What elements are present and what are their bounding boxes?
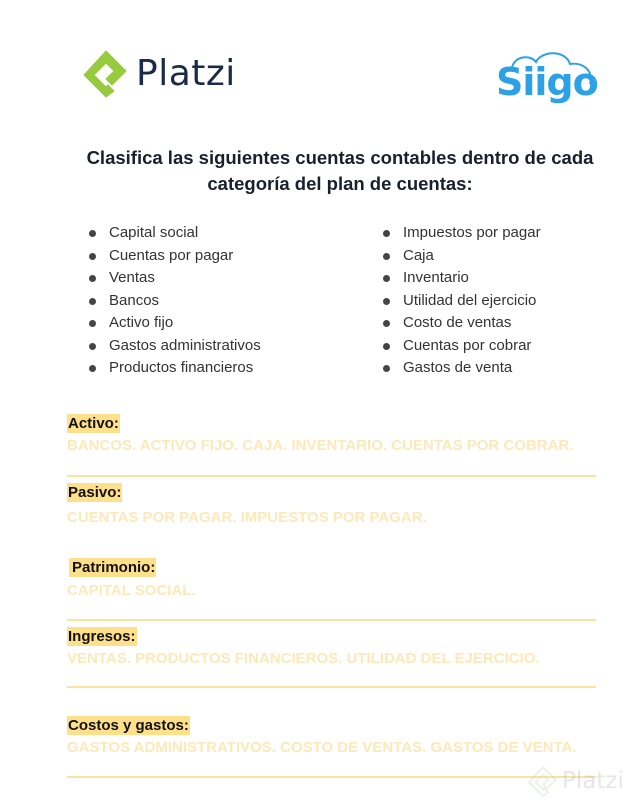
list-item: Inventario <box>377 267 541 290</box>
category-answer-pasivo: CUENTAS POR PAGAR. IMPUESTOS POR PAGAR. <box>67 509 427 526</box>
category-answer-patrimonio: CAPITAL SOCIAL. <box>67 582 196 599</box>
title-line-2: categoría del plan de cuentas: <box>207 173 473 194</box>
category-answer-ingresos: VENTAS. PRODUCTOS FINANCIEROS. UTILIDAD DEL EJERCICIO. <box>67 650 540 667</box>
platzi-logo-icon <box>82 48 130 98</box>
accounts-list-left <box>83 222 261 380</box>
answer-rule <box>67 776 596 778</box>
answer-rule <box>67 475 596 477</box>
platzi-watermark-icon <box>528 765 558 797</box>
list-item: Activo fijo <box>83 312 261 335</box>
answer-rule <box>67 686 596 688</box>
category-label-activo: Activo: <box>68 415 119 432</box>
list-item: Gastos de venta <box>377 357 541 380</box>
list-item: Costo de ventas <box>377 312 541 335</box>
category-label-costos-y-gastos: Costos y gastos: <box>68 717 189 734</box>
category-answer-activo: BANCOS. ACTIVO FIJO. CAJA. INVENTARIO. CUENTAS POR COBRAR. <box>67 437 574 454</box>
siigo-logo <box>490 46 598 110</box>
list-item: Ventas <box>83 267 261 290</box>
siigo-logo-text: Siigo <box>496 60 598 104</box>
platzi-logo-text: Platzi <box>136 52 236 94</box>
list-item: Cuentas por cobrar <box>377 335 541 358</box>
list-item: Capital social <box>83 222 261 245</box>
answer-rule <box>67 619 596 621</box>
list-item: Bancos <box>83 290 261 313</box>
category-label-patrimonio: Patrimonio: <box>69 558 156 577</box>
accounts-list-right <box>377 222 541 380</box>
list-item: Gastos administrativos <box>83 335 261 358</box>
list-item: Productos financieros <box>83 357 261 380</box>
category-answer-costos-y-gastos: GASTOS ADMINISTRATIVOS. COSTO DE VENTAS. GASTOS DE VENTA. <box>67 739 577 756</box>
title-line-1: Clasifica las siguientes cuentas contables dentro de cada <box>86 147 594 168</box>
list-item: Cuentas por pagar <box>83 245 261 268</box>
list-item: Utilidad del ejercicio <box>377 290 541 313</box>
platzi-logo <box>82 48 236 98</box>
list-item: Impuestos por pagar <box>377 222 541 245</box>
platzi-watermark <box>528 765 624 797</box>
list-item: Caja <box>377 245 541 268</box>
category-label-ingresos: Ingresos: <box>68 628 136 645</box>
platzi-watermark-text: Platzi <box>562 768 624 794</box>
category-label-pasivo: Pasivo: <box>68 484 122 501</box>
page-title <box>60 145 620 197</box>
